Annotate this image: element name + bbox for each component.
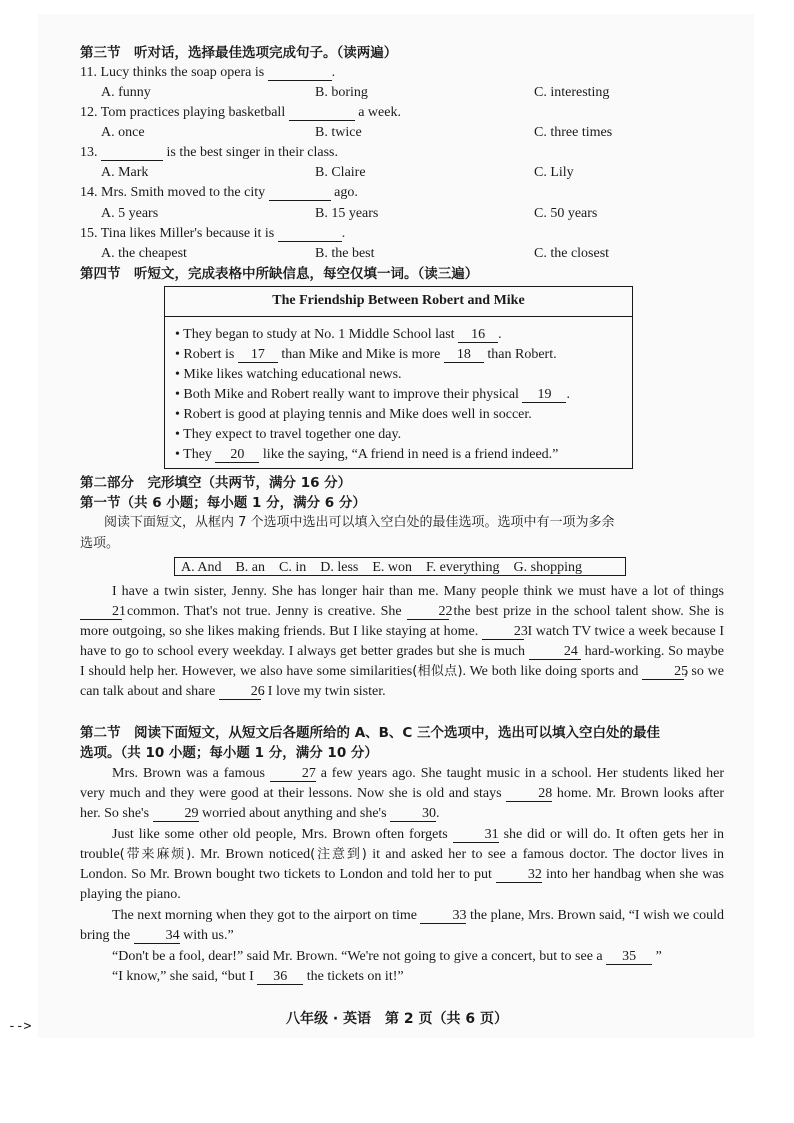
blank-28: 28 <box>506 786 552 802</box>
p5-text-4: the tickets on it!” <box>306 969 404 984</box>
p1-text-5: hard-working. So maybe I should help her. However, we also have some similarities <box>80 644 725 680</box>
blank-16: 16 <box>458 327 498 343</box>
p2-text-1: Mrs. Brown was a famous <box>112 766 265 781</box>
p2-text-4: worried about anything and she's <box>202 806 387 822</box>
p3-gloss-2: (注意到) <box>310 847 367 863</box>
q14-option-b: B. 15 years <box>315 206 379 221</box>
part2-header: 第二部分 完形填空（共两节，满分 16 分） <box>80 475 352 491</box>
section1-instruction-cont: 选项。 <box>80 536 120 551</box>
q13-blank <box>101 145 163 161</box>
blank-18: 18 <box>444 347 484 363</box>
margin-mark: --> <box>8 1019 32 1034</box>
blank-19: 19 <box>522 387 566 403</box>
p1-gloss: (相似点) <box>412 664 463 680</box>
blank-32: 32 <box>496 867 542 883</box>
bullet-4-text: Both Mike and Robert really want to improve their physical <box>183 387 519 402</box>
bullet-5-text: Robert is good at playing tennis and Mike does well in soccer. <box>183 407 532 422</box>
q12-end: a week. <box>358 105 401 120</box>
q14-option-c: C. 50 years <box>534 206 598 221</box>
p1-text-4: I watch TV twice a week because I have to go to school every weekday. I always get better grades but she is much <box>80 624 725 660</box>
q12-stem: 12. Tom practices playing basketball <box>80 105 286 120</box>
bullet-4: • Both Mike and Robert really want to improve their physical 19 . <box>175 387 570 402</box>
p3-text-3: . Mr. Brown noticed <box>191 847 311 863</box>
q15-blank <box>278 226 342 242</box>
q14-option-a: A. 5 years <box>101 206 159 221</box>
p1-text-2: common. That's not true. Jenny is creative. She <box>126 604 402 620</box>
q13-end: is the best singer in their class. <box>166 145 338 160</box>
question-14 <box>80 184 358 202</box>
bullet-2-text-c: than Robert. <box>487 347 557 362</box>
blank-21: 21 <box>80 604 122 620</box>
q12-option-c: C. three times <box>534 125 613 140</box>
p5-text-1: “Don't be a fool, dear!” said Mr. Brown. “We're not going to give a concert, but to see a <box>112 949 603 964</box>
blank-23: 23 <box>482 624 524 640</box>
p2-text-5: . <box>436 806 440 822</box>
p4-text-1: The next morning when they got to the airport on time <box>112 908 417 923</box>
p2-text-3: home. Mr. Brown looks after her. So she's <box>80 786 725 822</box>
q15-option-c: C. the closest <box>534 246 610 261</box>
q15-option-b: B. the best <box>315 246 375 261</box>
bullet-7: • They 20 like the saying, “A friend in need is a friend indeed.” <box>175 447 559 462</box>
bullet-2: • Robert is 17 than Mike and Mike is more 18 than Robert. <box>175 347 557 362</box>
passage-3 <box>80 825 724 905</box>
bullet-1: • They began to study at No. 1 Middle School last 16 . <box>175 327 502 342</box>
question-15 <box>80 225 345 243</box>
blank-25: 25 <box>642 664 684 680</box>
question-12 <box>80 104 401 122</box>
blank-17: 17 <box>238 347 278 363</box>
p5-text-2: ” <box>655 949 662 964</box>
section3-header: 第三节 听对话，选择最佳选项完成句子。（读两遍） <box>80 45 398 61</box>
p4-text-2: the plane, Mrs. Brown said, “I wish we could bring the <box>80 908 724 944</box>
blank-30: 30 <box>390 806 436 822</box>
blank-33: 33 <box>420 908 466 924</box>
blank-34: 34 <box>134 928 180 944</box>
blank-20: 20 <box>215 447 259 463</box>
q11-option-a: A. funny <box>101 85 151 100</box>
q11-blank <box>268 65 332 81</box>
passage-5-line-1 <box>112 948 662 966</box>
cloze-options-box: A. And B. an C. in D. less E. won F. everything G. shopping <box>174 557 626 576</box>
passage-1 <box>80 582 724 703</box>
part2-section2-header-cont: 选项。（共 10 小题；每小题 1 分，满分 10 分） <box>80 745 378 761</box>
blank-26: 26 <box>219 684 261 700</box>
bullet-5: • Robert is good at playing tennis and Mike does well in soccer. <box>175 407 532 422</box>
p5-text-3: “I know,” she said, “but I <box>112 969 254 984</box>
bullet-3: • Mike likes watching educational news. <box>175 367 402 382</box>
q13-option-a: A. Mark <box>101 165 149 180</box>
section1-instruction: 阅读下面短文，从框内 7 个选项中选出可以填入空白处的最佳选项。选项中有一项为多余 <box>104 515 615 530</box>
question-11 <box>80 64 335 82</box>
blank-24: 24 <box>529 644 581 660</box>
passage-4 <box>80 906 724 946</box>
q12-option-b: B. twice <box>315 125 362 140</box>
q14-blank <box>269 185 331 201</box>
q11-option-b: B. boring <box>315 85 368 100</box>
q15-stem: 15. Tina likes Miller's because it is <box>80 226 275 241</box>
section4-header: 第四节 听短文，完成表格中所缺信息，每空仅填一词。（读三遍） <box>80 266 479 282</box>
bullet-1-text: They began to study at No. 1 Middle School last <box>183 327 455 342</box>
bullet-4-end: . <box>566 387 570 402</box>
blank-22: 22 <box>407 604 449 620</box>
passage-2 <box>80 764 724 824</box>
bullet-7-text-b: like the saying, “A friend in need is a friend indeed.” <box>262 447 559 462</box>
bullet-7-text-a: They <box>183 447 212 462</box>
blank-35: 35 <box>606 949 652 965</box>
table-divider <box>165 316 632 317</box>
part2-section2-header: 第二节 阅读下面短文，从短文后各题所给的 A、B、C 三个选项中，选出可以填入空白处的最佳 <box>80 725 661 741</box>
page-footer: 八年级 · 英语 第 2 页（共 6 页） <box>285 1011 509 1027</box>
bullet-6-text: They expect to travel together one day. <box>183 427 402 442</box>
p4-text-3: with us.” <box>183 928 234 944</box>
p3-gloss-1: (带来麻烦) <box>119 847 192 863</box>
blank-36: 36 <box>257 969 303 985</box>
p1-text-6: . We both like doing sports and <box>462 664 639 680</box>
q13-option-b: B. Claire <box>315 165 366 180</box>
q15-option-a: A. the cheapest <box>101 246 187 261</box>
friendship-table <box>164 286 633 469</box>
q12-option-a: A. once <box>101 125 145 140</box>
p1-text-8: . I love my twin sister. <box>260 684 386 700</box>
p1-text-7: , so we can talk about and share <box>80 664 724 700</box>
blank-31: 31 <box>453 827 499 843</box>
p1-text-3: the best prize in the school talent show. She is more outgoing, so she likes making friends. But I like staying at home. <box>80 604 724 640</box>
blank-27: 27 <box>270 766 316 782</box>
part2-section1-header: 第一节（共 6 小题；每小题 1 分，满分 6 分） <box>80 495 366 511</box>
p2-text-2: a few years ago. She taught music in a school. Her students liked her very much and they were good at their lessons. Now she is old and stays <box>80 766 725 802</box>
q11-stem: 11. Lucy thinks the soap opera is <box>80 65 265 80</box>
bullet-2-text-a: Robert is <box>183 347 235 362</box>
bullet-3-text: Mike likes watching educational news. <box>183 367 402 382</box>
bullet-2-text-b: than Mike and Mike is more <box>281 347 441 362</box>
q11-end: . <box>331 65 336 80</box>
passage-5-line-2 <box>112 968 404 986</box>
q14-end: ago. <box>334 185 358 200</box>
table-title: The Friendship Between Robert and Mike <box>272 293 525 308</box>
q13-option-c: C. Lily <box>534 165 574 180</box>
p3-text-5: into her handbag when she was playing the piano. <box>80 867 725 903</box>
p3-text-2: she did or will do. It often gets her in trouble <box>80 827 725 863</box>
q12-blank <box>289 105 355 121</box>
blank-29: 29 <box>153 806 199 822</box>
bullet-6: • They expect to travel together one day. <box>175 427 402 442</box>
q14-stem: 14. Mrs. Smith moved to the city <box>80 185 266 200</box>
p3-text-1: Just like some other old people, Mrs. Brown often forgets <box>112 827 448 842</box>
p3-text-4: it and asked her to see a famous doctor. The doctor lives in London. So Mr. Brown bought two tickets to London and told her to put <box>80 847 724 883</box>
q15-end: . <box>341 226 346 241</box>
q11-option-c: C. interesting <box>534 85 610 100</box>
p1-text-1: I have a twin sister, Jenny. She has longer hair than me. Many people think we must have a lot of things <box>112 584 724 599</box>
question-13 <box>80 144 338 162</box>
bullet-1-end: . <box>498 327 502 342</box>
q13-stem: 13. <box>80 145 98 160</box>
